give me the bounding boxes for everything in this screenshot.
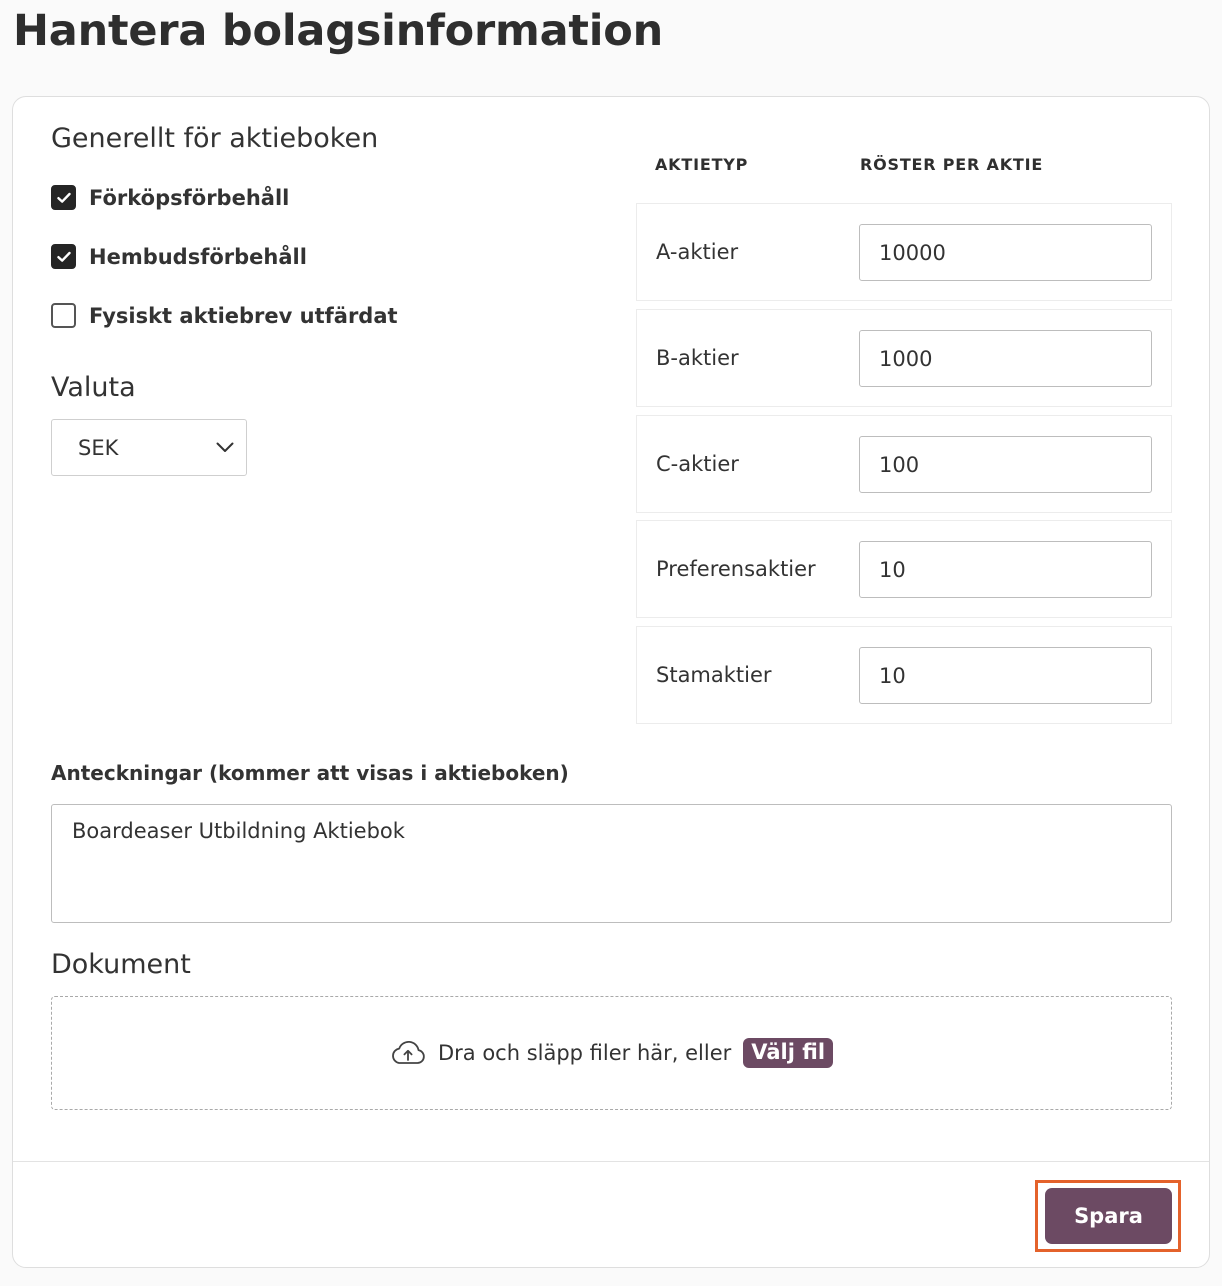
notes-textarea[interactable]: Boardeaser Utbildning Aktiebok (51, 804, 1172, 923)
checkbox-row-forkopsforbehall[interactable] (51, 185, 289, 210)
currency-select[interactable] (51, 419, 247, 476)
general-section-title: Generellt för aktieboken (51, 123, 379, 154)
column-header-votes-per-share: RÖSTER PER AKTIE (860, 155, 1044, 174)
checkbox-label: Hembudsförbehåll (89, 244, 307, 269)
votes-input-stamaktier[interactable]: 10 (859, 647, 1152, 704)
currency-section-title: Valuta (51, 372, 136, 403)
share-row-b-aktier (636, 309, 1172, 407)
checkbox-fysiskt-aktiebrev[interactable] (51, 303, 76, 328)
page-title: Hantera bolagsinformation (13, 6, 664, 56)
checkbox-row-hembudsforbehall[interactable] (51, 244, 307, 269)
choose-file-button[interactable]: Välj fil (743, 1038, 833, 1068)
documents-section-title: Dokument (51, 949, 191, 980)
company-info-card (12, 96, 1210, 1268)
share-row-stamaktier (636, 626, 1172, 724)
checkbox-hembudsforbehall[interactable] (51, 244, 76, 269)
share-row-a-aktier (636, 203, 1172, 301)
checkbox-label: Fysiskt aktiebrev utfärdat (89, 303, 398, 328)
share-type-label: Preferensaktier (656, 557, 816, 581)
chevron-down-icon (216, 442, 234, 453)
share-type-label: B-aktier (656, 346, 739, 370)
checkbox-label: Förköpsförbehåll (89, 185, 290, 210)
votes-input-a-aktier[interactable]: 10000 (859, 224, 1152, 281)
cloud-upload-icon (390, 1040, 426, 1066)
share-row-preferensaktier (636, 520, 1172, 618)
share-type-label: C-aktier (656, 452, 739, 476)
save-button[interactable]: Spara (1045, 1188, 1172, 1244)
footer-divider (13, 1161, 1209, 1162)
notes-label: Anteckningar (kommer att visas i aktieboken) (51, 761, 569, 785)
votes-input-b-aktier[interactable]: 1000 (859, 330, 1152, 387)
votes-input-c-aktier[interactable]: 100 (859, 436, 1152, 493)
dropzone-text: Dra och släpp filer här, eller (437, 1041, 732, 1065)
file-dropzone[interactable] (51, 996, 1172, 1110)
share-type-label: A-aktier (656, 240, 739, 264)
checkmark-icon (57, 192, 71, 204)
currency-select-value: SEK (78, 435, 119, 460)
checkbox-forkopsforbehall[interactable] (51, 185, 76, 210)
checkmark-icon (57, 251, 71, 263)
votes-input-preferensaktier[interactable]: 10 (859, 541, 1152, 598)
share-row-c-aktier (636, 415, 1172, 513)
share-type-label: Stamaktier (656, 663, 772, 687)
column-header-share-type: AKTIETYP (655, 155, 749, 174)
checkbox-row-fysiskt-aktiebrev[interactable] (51, 303, 398, 328)
